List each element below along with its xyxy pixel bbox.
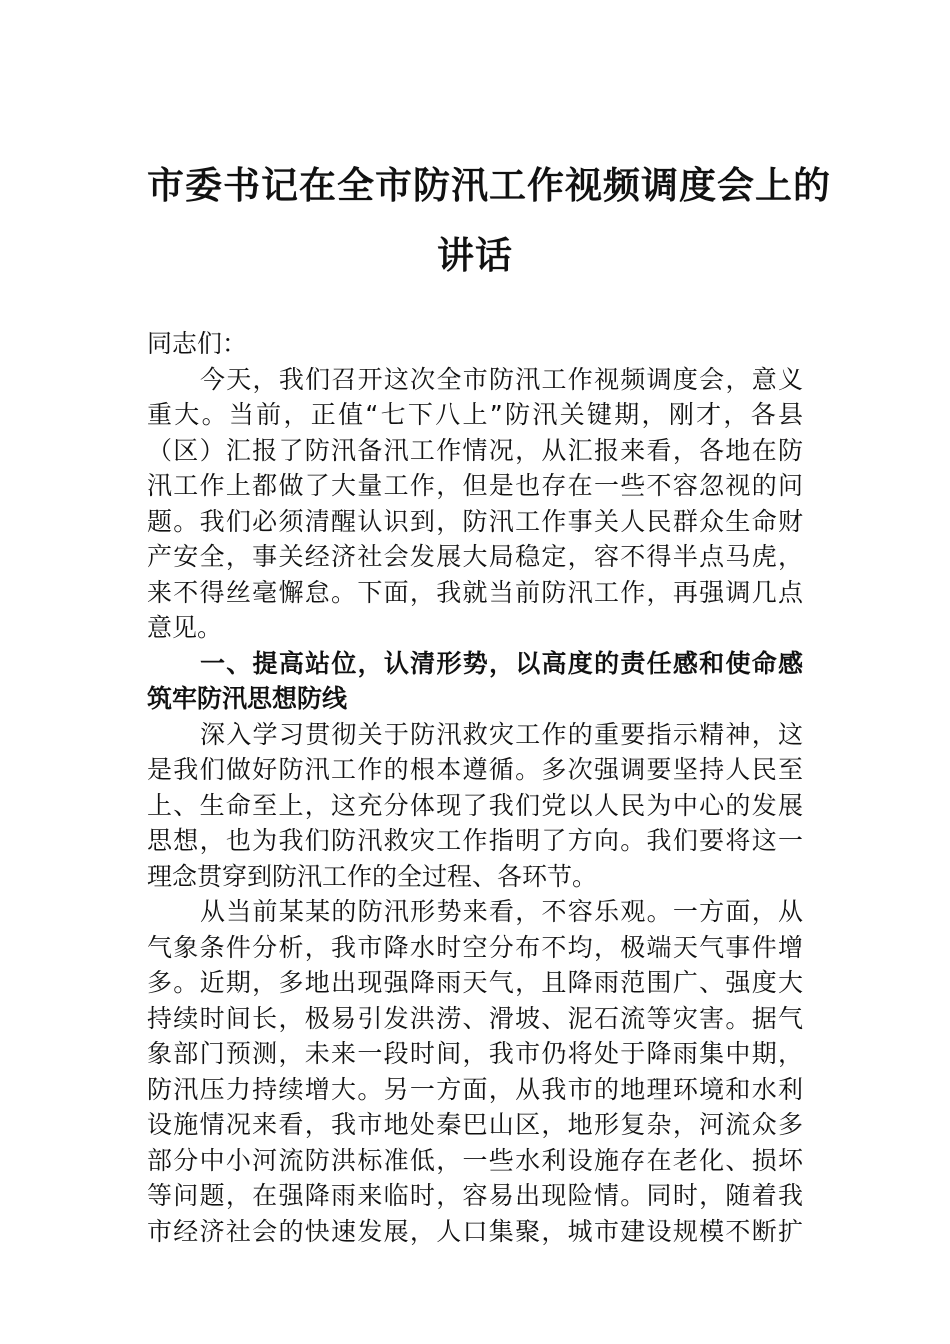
document-title-line-2: 讲话 bbox=[437, 233, 513, 277]
body-text-line: 产安全，事关经济社会发展大局稳定，容不得半点马虎， bbox=[147, 542, 803, 571]
body-text-line: 部分中小河流防洪标准低，一些水利设施存在老化、损坏 bbox=[147, 1145, 803, 1175]
body-text-line: 今天，我们召开这次全市防汛工作视频调度会，意义 bbox=[200, 364, 803, 394]
body-text-line: 同志们： bbox=[147, 329, 248, 358]
body-text-line: 来不得丝毫懈怠。下面，我就当前防汛工作，再强调几点 bbox=[147, 577, 803, 607]
body-text-line: 市经济社会的快速发展，人口集聚，城市建设规模不断扩 bbox=[147, 1216, 803, 1246]
body-text-line: 气象条件分析，我市降水时空分布不均，极端天气事件增 bbox=[147, 932, 803, 962]
body-text-line: 从当前某某的防汛形势来看，不容乐观。一方面，从 bbox=[200, 897, 803, 926]
body-text-line: 上、生命至上，这充分体现了我们党以人民为中心的发展 bbox=[147, 790, 803, 820]
body-text-line: 汛工作上都做了大量工作，但是也存在一些不容忽视的问 bbox=[147, 471, 803, 500]
document-body bbox=[147, 326, 803, 1249]
body-text-line: 持续时间长，极易引发洪涝、滑坡、泥石流等灾害。据气 bbox=[147, 1003, 803, 1033]
body-text-line: （区）汇报了防汛备汛工作情况，从汇报来看，各地在防 bbox=[147, 435, 803, 465]
body-text-line: 多。近期，多地出现强降雨天气，且降雨范围广、强度大 bbox=[147, 968, 803, 997]
body-text-line: 题。我们必须清醒认识到，防汛工作事关人民群众生命财 bbox=[147, 506, 803, 536]
document-title-line-1: 市委书记在全市防汛工作视频调度会上的 bbox=[147, 163, 831, 207]
section-heading-line: 筑牢防汛思想防线 bbox=[147, 684, 348, 713]
body-text-line: 是我们做好防汛工作的根本遵循。多次强调要坚持人民至 bbox=[147, 755, 803, 784]
body-text-line: 理念贯穿到防汛工作的全过程、各环节。 bbox=[147, 861, 598, 891]
section-heading-line: 一、提高站位，认清形势，以高度的责任感和使命感 bbox=[200, 648, 803, 678]
body-text-line: 思想，也为我们防汛救灾工作指明了方向。我们要将这一 bbox=[147, 826, 803, 855]
body-text-line: 防汛压力持续增大。另一方面，从我市的地理环境和水利 bbox=[147, 1074, 803, 1104]
body-text-line: 深入学习贯彻关于防汛救灾工作的重要指示精神，这 bbox=[200, 719, 803, 749]
body-text-line: 象部门预测，未来一段时间，我市仍将处于降雨集中期， bbox=[147, 1039, 803, 1068]
body-text-line: 意见。 bbox=[147, 613, 223, 642]
body-text-line: 等问题，在强降雨来临时，容易出现险情。同时，随着我 bbox=[147, 1181, 803, 1210]
body-text-line: 设施情况来看，我市地处秦巴山区，地形复杂，河流众多 bbox=[147, 1110, 803, 1139]
body-text-line: 重大。当前，正值“七下八上”防汛关键期，刚才，各县 bbox=[147, 400, 803, 429]
